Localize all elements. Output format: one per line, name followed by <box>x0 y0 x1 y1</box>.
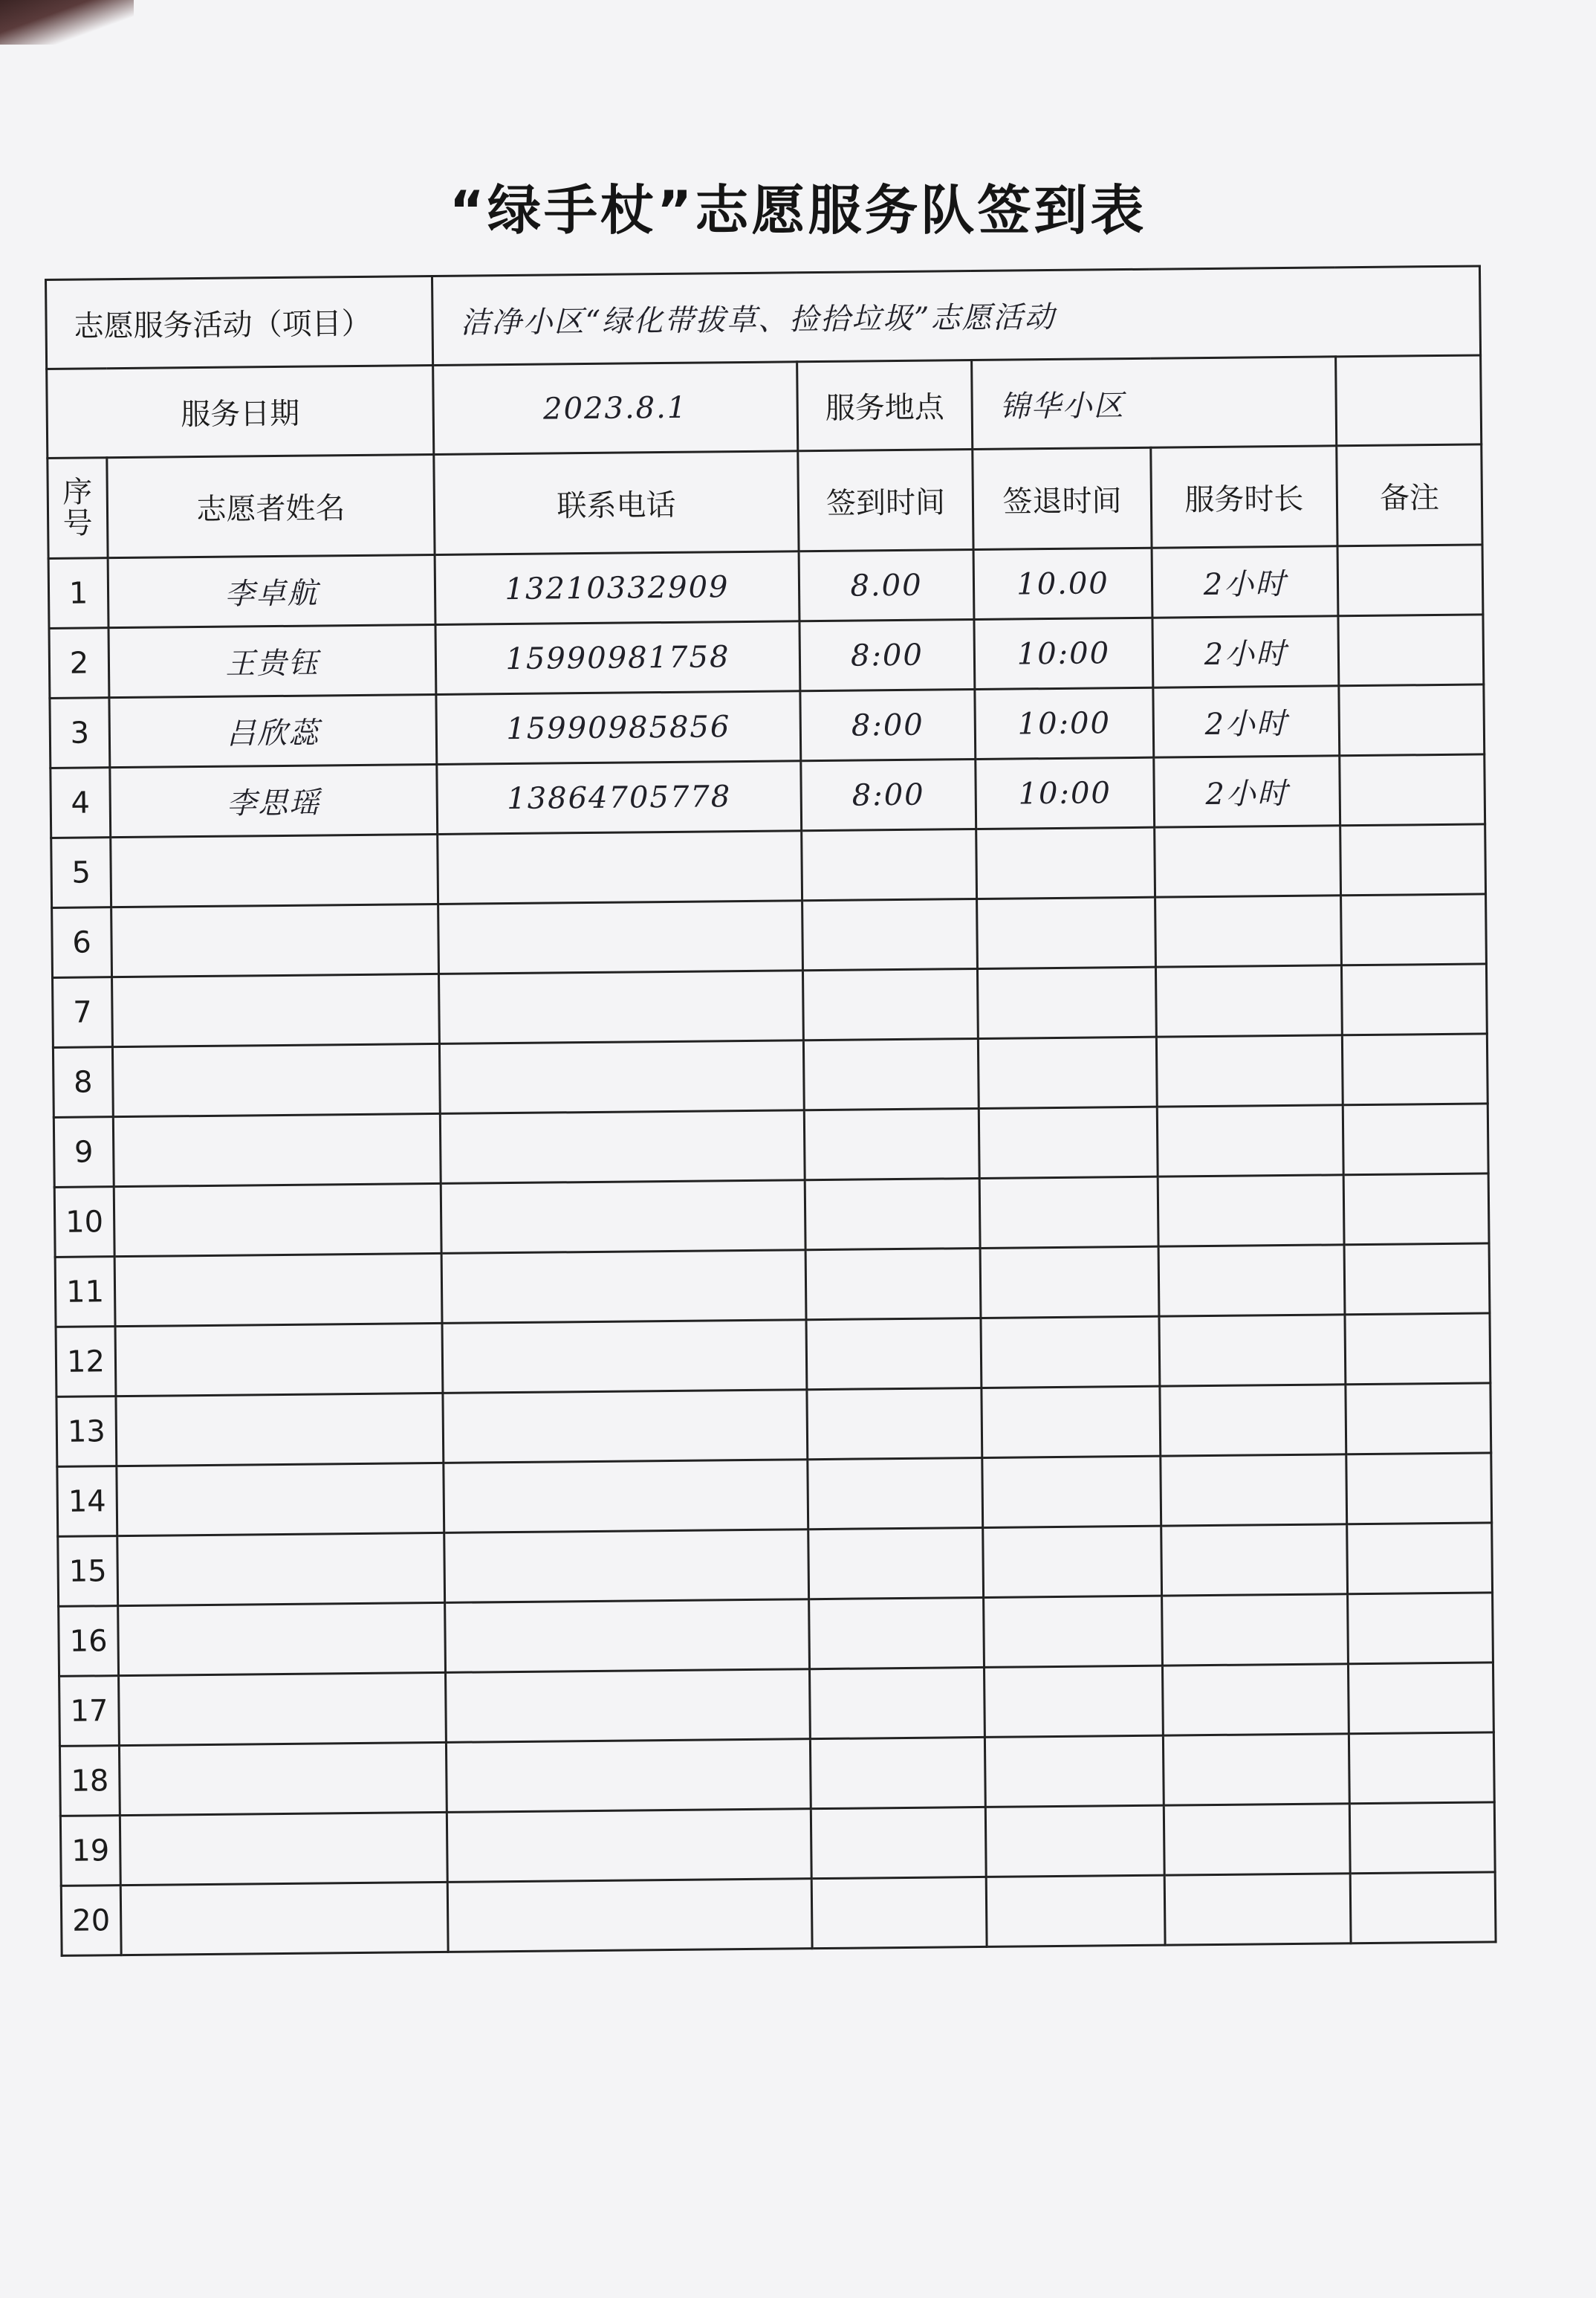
phone-cell <box>445 1599 810 1673</box>
name-cell <box>114 1253 442 1326</box>
checkout-cell <box>983 1526 1162 1597</box>
note-cell <box>1342 1034 1488 1105</box>
duration-cell: 2小时 <box>1152 616 1339 687</box>
checkout-cell <box>982 1456 1161 1527</box>
note-cell <box>1347 1523 1493 1594</box>
checkin-cell <box>805 1248 981 1319</box>
place-value: 锦华小区 <box>972 357 1337 450</box>
name-cell: 李卓航 <box>108 554 435 627</box>
duration-cell <box>1156 1035 1343 1107</box>
seq-cell: 19 <box>60 1816 120 1886</box>
name-cell <box>117 1532 445 1605</box>
photo-corner-shadow <box>0 0 134 45</box>
note-cell <box>1343 1104 1488 1175</box>
note-cell <box>1340 754 1485 826</box>
checkin-header: 签到时间 <box>798 450 973 551</box>
checkin-cell <box>811 1807 986 1878</box>
phone-cell <box>442 1320 807 1394</box>
note-cell <box>1344 1243 1490 1315</box>
name-cell <box>120 1812 447 1885</box>
seq-cell: 8 <box>53 1047 113 1118</box>
table-row <box>57 1453 1492 1537</box>
checkout-header: 签退时间 <box>973 447 1152 549</box>
seq-cell: 6 <box>52 907 112 978</box>
note-cell <box>1341 894 1487 965</box>
duration-cell <box>1161 1454 1347 1526</box>
name-cell <box>113 1113 441 1186</box>
note-cell <box>1340 824 1486 896</box>
date-place-blank-cell <box>1336 355 1482 446</box>
table-row <box>50 684 1485 768</box>
checkin-cell <box>808 1457 983 1529</box>
phone-cell: 15990981758 <box>435 621 800 695</box>
seq-cell: 12 <box>56 1327 116 1397</box>
note-cell <box>1341 964 1487 1035</box>
checkout-cell <box>985 1805 1164 1877</box>
checkout-cell <box>980 1246 1159 1318</box>
table-row <box>48 545 1483 629</box>
name-cell <box>119 1672 447 1745</box>
seq-cell: 18 <box>59 1746 120 1816</box>
note-cell <box>1348 1593 1493 1664</box>
table-row <box>54 1174 1489 1258</box>
phone-cell <box>446 1669 811 1743</box>
checkout-cell <box>977 897 1156 968</box>
duration-cell <box>1161 1524 1348 1596</box>
seq-cell: 1 <box>48 558 108 629</box>
checkin-cell <box>805 1178 980 1249</box>
checkout-cell <box>986 1875 1165 1946</box>
checkout-cell: 10:00 <box>976 757 1155 829</box>
checkin-cell <box>802 829 977 901</box>
seq-cell: 9 <box>53 1117 114 1188</box>
name-cell: 李思瑶 <box>110 764 438 837</box>
note-cell <box>1338 615 1484 686</box>
checkin-cell <box>808 1527 984 1599</box>
note-cell <box>1350 1872 1496 1943</box>
table-row <box>59 1663 1494 1747</box>
table-row <box>53 1034 1488 1118</box>
checkin-cell <box>803 1038 979 1110</box>
phone-cell <box>441 1180 805 1254</box>
checkout-cell <box>979 1176 1158 1248</box>
seq-cell: 15 <box>58 1536 118 1607</box>
note-cell <box>1346 1383 1491 1454</box>
duration-cell <box>1155 826 1341 897</box>
table-row <box>52 894 1487 978</box>
duration-cell <box>1164 1874 1351 1945</box>
seq-cell: 16 <box>59 1606 119 1677</box>
name-cell <box>115 1323 443 1396</box>
duration-cell: 2小时 <box>1152 546 1338 618</box>
checkin-cell: 8:00 <box>800 690 976 761</box>
checkout-cell <box>977 967 1156 1038</box>
seq-header-bottom: 号 <box>62 506 93 541</box>
checkout-cell <box>978 1037 1157 1108</box>
note-cell <box>1337 545 1483 616</box>
phone-cell <box>443 1390 808 1463</box>
checkout-cell <box>984 1666 1163 1737</box>
phone-cell: 13864705778 <box>437 761 802 835</box>
phone-cell <box>444 1460 808 1533</box>
checkin-cell <box>804 1108 979 1179</box>
checkin-cell <box>807 1388 982 1459</box>
table-row <box>56 1313 1490 1397</box>
phone-cell: 15990985856 <box>436 691 801 765</box>
phone-cell <box>439 1040 804 1114</box>
date-label: 服务日期 <box>47 365 434 458</box>
activity-label: 志愿服务活动（项目） <box>46 276 433 369</box>
checkin-cell <box>811 1877 987 1948</box>
duration-cell <box>1155 965 1342 1037</box>
checkout-cell: 10:00 <box>974 618 1153 689</box>
name-cell <box>118 1602 446 1675</box>
checkout-cell <box>984 1735 1164 1807</box>
note-cell <box>1346 1453 1492 1524</box>
checkout-cell <box>976 827 1155 899</box>
name-cell <box>119 1742 447 1815</box>
seq-cell: 3 <box>50 698 110 768</box>
table-row <box>58 1523 1493 1607</box>
note-cell <box>1349 1802 1495 1874</box>
checkin-cell: 8:00 <box>799 620 975 691</box>
duration-cell <box>1164 1804 1350 1875</box>
date-place-row <box>47 355 1482 459</box>
table-row <box>53 964 1488 1048</box>
page-title: “绿手杖”志愿服务队签到表 <box>449 179 1147 242</box>
phone-cell <box>444 1530 809 1603</box>
seq-cell: 11 <box>55 1257 115 1327</box>
seq-cell: 4 <box>51 768 111 838</box>
duration-cell <box>1159 1315 1346 1386</box>
note-cell <box>1348 1663 1493 1734</box>
seq-cell: 20 <box>61 1886 121 1956</box>
table-row <box>60 1802 1495 1886</box>
duration-cell <box>1160 1385 1346 1456</box>
duration-cell <box>1162 1664 1349 1735</box>
note-cell <box>1345 1313 1490 1385</box>
column-header-row <box>48 444 1482 559</box>
name-cell: 吕欣蕊 <box>109 694 437 767</box>
table-row <box>51 824 1486 908</box>
checkout-cell <box>982 1386 1161 1457</box>
date-value: 2023.8.1 <box>433 362 798 455</box>
checkin-cell <box>809 1597 984 1669</box>
name-cell <box>111 834 438 907</box>
duration-cell <box>1162 1594 1349 1666</box>
seq-header <box>48 458 108 559</box>
name-cell <box>116 1393 444 1466</box>
seq-cell: 13 <box>56 1396 117 1467</box>
table-row <box>51 754 1485 838</box>
checkin-cell <box>810 1667 985 1738</box>
name-cell: 王贵钰 <box>108 624 436 697</box>
duration-header: 服务时长 <box>1151 446 1337 548</box>
place-label: 服务地点 <box>797 360 973 451</box>
duration-cell: 2小时 <box>1154 756 1340 827</box>
seq-cell: 10 <box>54 1187 114 1258</box>
name-cell <box>112 974 440 1046</box>
note-cell <box>1343 1174 1489 1245</box>
duration-cell: 2小时 <box>1153 686 1340 757</box>
phone-cell <box>439 971 804 1044</box>
name-cell <box>114 1183 441 1256</box>
activity-value: 洁净小区“绿化带拔草、捡拾垃圾”志愿活动 <box>432 266 1480 366</box>
phone-cell <box>447 1879 812 1952</box>
phone-cell <box>446 1739 811 1813</box>
checkin-cell <box>810 1737 985 1808</box>
checkout-cell <box>984 1596 1163 1667</box>
seq-cell: 7 <box>53 977 113 1048</box>
checkout-cell: 10.00 <box>973 548 1152 619</box>
duration-cell <box>1155 896 1342 967</box>
table-row <box>61 1872 1496 1956</box>
phone-cell <box>438 831 802 904</box>
duration-cell <box>1163 1734 1349 1805</box>
checkin-cell <box>802 968 978 1040</box>
table-row <box>55 1243 1490 1327</box>
name-cell <box>112 1043 440 1116</box>
seq-cell: 2 <box>49 628 109 699</box>
duration-cell <box>1157 1105 1343 1176</box>
name-cell <box>117 1463 444 1535</box>
note-cell <box>1339 684 1485 756</box>
phone-cell <box>440 1110 805 1184</box>
name-header: 志愿者姓名 <box>107 454 435 557</box>
table-row <box>59 1593 1493 1677</box>
checkin-cell <box>802 899 978 970</box>
duration-cell <box>1158 1175 1344 1246</box>
checkin-cell: 8.00 <box>799 550 974 621</box>
seq-cell: 17 <box>59 1676 120 1747</box>
phone-cell <box>438 901 803 974</box>
name-cell <box>111 904 439 977</box>
checkout-cell <box>981 1316 1160 1388</box>
phone-cell <box>441 1250 806 1324</box>
note-header: 备注 <box>1337 444 1482 546</box>
checkin-cell: 8:00 <box>801 760 976 831</box>
name-cell <box>120 1882 448 1955</box>
phone-cell: 13210332909 <box>435 551 799 625</box>
phone-header: 联系电话 <box>434 451 799 555</box>
checkout-cell: 10:00 <box>975 687 1154 759</box>
phone-cell <box>447 1809 811 1883</box>
seq-cell: 14 <box>57 1466 117 1537</box>
note-cell <box>1349 1732 1494 1804</box>
table-row <box>59 1732 1494 1816</box>
checkout-cell <box>979 1107 1158 1178</box>
table-row <box>56 1383 1491 1467</box>
table-row <box>49 615 1484 699</box>
sign-in-table <box>45 265 1497 1956</box>
duration-cell <box>1158 1245 1345 1316</box>
seq-header-top: 序 <box>62 475 93 510</box>
seq-cell: 5 <box>51 838 111 908</box>
activity-row <box>46 266 1481 369</box>
checkin-cell <box>806 1318 982 1389</box>
table-row <box>53 1104 1488 1188</box>
